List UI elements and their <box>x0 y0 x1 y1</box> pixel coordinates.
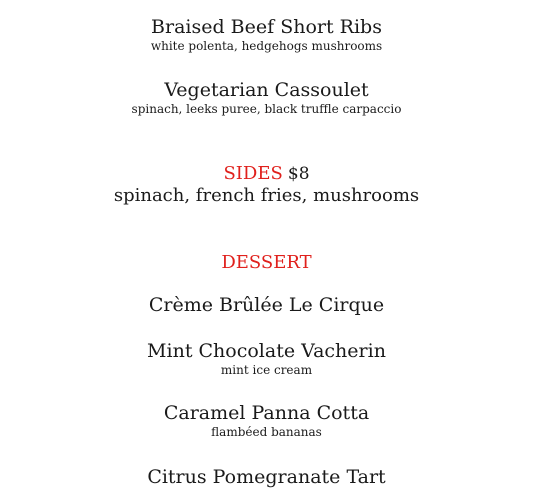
menu-item-panna-cotta <box>0 402 533 440</box>
dish-name: Mint Chocolate Vacherin <box>147 340 386 362</box>
menu-item-cassoulet <box>0 79 533 117</box>
menu-item-citrus-tart <box>0 466 533 488</box>
sides-section <box>0 163 533 207</box>
dish-description: mint ice cream <box>220 363 313 377</box>
dish-description: flambéed bananas <box>211 425 322 439</box>
sides-items: spinach, french fries, mushrooms <box>113 185 420 206</box>
dish-description: white polenta, hedgehogs mushrooms <box>150 39 383 53</box>
dish-name: Caramel Panna Cotta <box>163 402 370 424</box>
dish-name: Vegetarian Cassoulet <box>164 79 369 101</box>
dessert-heading <box>0 252 533 274</box>
sides-title: SIDES <box>223 163 283 184</box>
sides-heading <box>0 163 533 185</box>
dessert-title: DESSERT <box>221 252 312 273</box>
menu-item-creme-brulee <box>0 294 533 316</box>
dish-name: Crème Brûlée Le Cirque <box>148 294 385 316</box>
sides-price: $8 <box>287 164 310 184</box>
dish-name: Braised Beef Short Ribs <box>151 16 382 38</box>
dish-description: spinach, leeks puree, black truffle carpaccio <box>131 102 402 116</box>
dish-name: Citrus Pomegranate Tart <box>147 466 386 488</box>
menu-item-short-ribs <box>0 16 533 54</box>
menu-item-vacherin <box>0 340 533 378</box>
